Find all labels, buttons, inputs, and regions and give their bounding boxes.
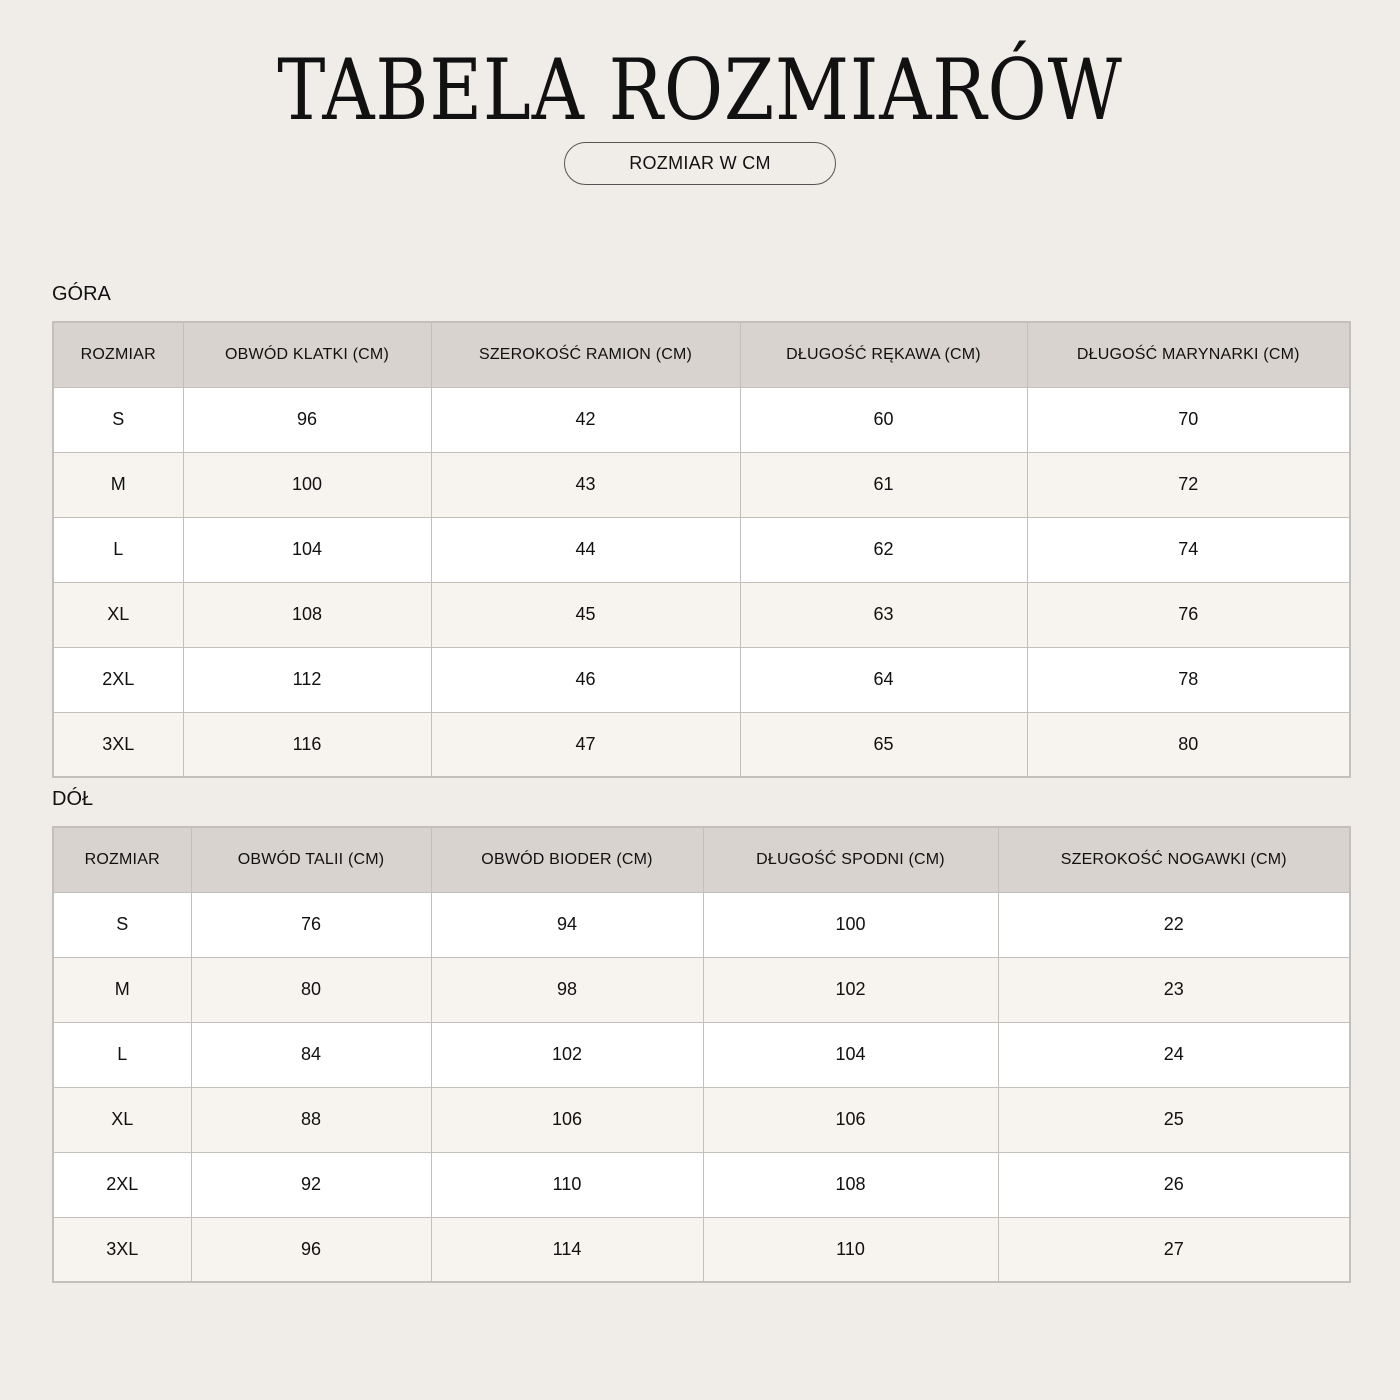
measurement-cell: 80 xyxy=(1027,712,1350,777)
measurement-cell: 116 xyxy=(183,712,431,777)
table-row xyxy=(53,517,1350,582)
measurement-cell: 100 xyxy=(703,892,998,957)
measurement-cell: 100 xyxy=(183,452,431,517)
measurement-cell: 92 xyxy=(191,1152,431,1217)
measurement-cell: 64 xyxy=(740,647,1027,712)
measurement-cell: 112 xyxy=(183,647,431,712)
table-row xyxy=(53,1022,1350,1087)
size-cell: L xyxy=(53,1022,191,1087)
measurement-cell: 96 xyxy=(191,1217,431,1282)
measurement-cell: 23 xyxy=(998,957,1350,1022)
table-row xyxy=(53,712,1350,777)
measurement-cell: 110 xyxy=(703,1217,998,1282)
table-row xyxy=(53,957,1350,1022)
measurement-cell: 96 xyxy=(183,387,431,452)
table-row xyxy=(53,582,1350,647)
measurement-cell: 44 xyxy=(431,517,740,582)
measurement-cell: 76 xyxy=(1027,582,1350,647)
measurement-cell: 45 xyxy=(431,582,740,647)
measurement-cell: 27 xyxy=(998,1217,1350,1282)
measurement-cell: 84 xyxy=(191,1022,431,1087)
size-cell: 2XL xyxy=(53,1152,191,1217)
size-cell: 2XL xyxy=(53,647,183,712)
measurement-cell: 74 xyxy=(1027,517,1350,582)
measurement-cell: 76 xyxy=(191,892,431,957)
size-cell: L xyxy=(53,517,183,582)
column-header: SZEROKOŚĆ RAMION (CM) xyxy=(431,322,740,387)
column-header: DŁUGOŚĆ MARYNARKI (CM) xyxy=(1027,322,1350,387)
table-row xyxy=(53,1152,1350,1217)
measurement-cell: 61 xyxy=(740,452,1027,517)
measurement-cell: 108 xyxy=(703,1152,998,1217)
size-table-bottom xyxy=(52,826,1351,1283)
table-header-row xyxy=(53,322,1350,387)
column-header: ROZMIAR xyxy=(53,827,191,892)
size-cell: XL xyxy=(53,1087,191,1152)
size-cell: M xyxy=(53,452,183,517)
measurement-cell: 25 xyxy=(998,1087,1350,1152)
column-header: ROZMIAR xyxy=(53,322,183,387)
measurement-cell: 80 xyxy=(191,957,431,1022)
size-cell: M xyxy=(53,957,191,1022)
page-title: TABELA ROZMIARÓW xyxy=(277,41,1123,139)
column-header: OBWÓD TALII (CM) xyxy=(191,827,431,892)
table-row xyxy=(53,1087,1350,1152)
measurement-cell: 102 xyxy=(703,957,998,1022)
measurement-cell: 104 xyxy=(183,517,431,582)
table-row xyxy=(53,452,1350,517)
measurement-cell: 47 xyxy=(431,712,740,777)
column-header: OBWÓD BIODER (CM) xyxy=(431,827,703,892)
table-row xyxy=(53,1217,1350,1282)
measurement-cell: 110 xyxy=(431,1152,703,1217)
measurement-cell: 42 xyxy=(431,387,740,452)
measurement-cell: 26 xyxy=(998,1152,1350,1217)
table-row xyxy=(53,647,1350,712)
section-label-bottom: DÓŁ xyxy=(52,788,94,810)
column-header: SZEROKOŚĆ NOGAWKI (CM) xyxy=(998,827,1350,892)
table-header-row xyxy=(53,827,1350,892)
measurement-cell: 106 xyxy=(703,1087,998,1152)
table-row xyxy=(53,892,1350,957)
measurement-cell: 70 xyxy=(1027,387,1350,452)
measurement-cell: 65 xyxy=(740,712,1027,777)
size-table-top xyxy=(52,321,1351,778)
measurement-cell: 94 xyxy=(431,892,703,957)
measurement-cell: 43 xyxy=(431,452,740,517)
measurement-cell: 98 xyxy=(431,957,703,1022)
size-cell: XL xyxy=(53,582,183,647)
size-cell: S xyxy=(53,387,183,452)
measurement-cell: 24 xyxy=(998,1022,1350,1087)
column-header: DŁUGOŚĆ RĘKAWA (CM) xyxy=(740,322,1027,387)
measurement-cell: 78 xyxy=(1027,647,1350,712)
unit-badge: ROZMIAR W CM xyxy=(564,142,836,185)
column-header: DŁUGOŚĆ SPODNI (CM) xyxy=(703,827,998,892)
column-header: OBWÓD KLATKI (CM) xyxy=(183,322,431,387)
size-cell: 3XL xyxy=(53,1217,191,1282)
measurement-cell: 62 xyxy=(740,517,1027,582)
table-row xyxy=(53,387,1350,452)
measurement-cell: 102 xyxy=(431,1022,703,1087)
size-cell: S xyxy=(53,892,191,957)
measurement-cell: 106 xyxy=(431,1087,703,1152)
measurement-cell: 88 xyxy=(191,1087,431,1152)
measurement-cell: 108 xyxy=(183,582,431,647)
measurement-cell: 60 xyxy=(740,387,1027,452)
measurement-cell: 72 xyxy=(1027,452,1350,517)
size-cell: 3XL xyxy=(53,712,183,777)
measurement-cell: 22 xyxy=(998,892,1350,957)
measurement-cell: 46 xyxy=(431,647,740,712)
measurement-cell: 114 xyxy=(431,1217,703,1282)
section-label-top: GÓRA xyxy=(52,283,111,305)
measurement-cell: 63 xyxy=(740,582,1027,647)
measurement-cell: 104 xyxy=(703,1022,998,1087)
